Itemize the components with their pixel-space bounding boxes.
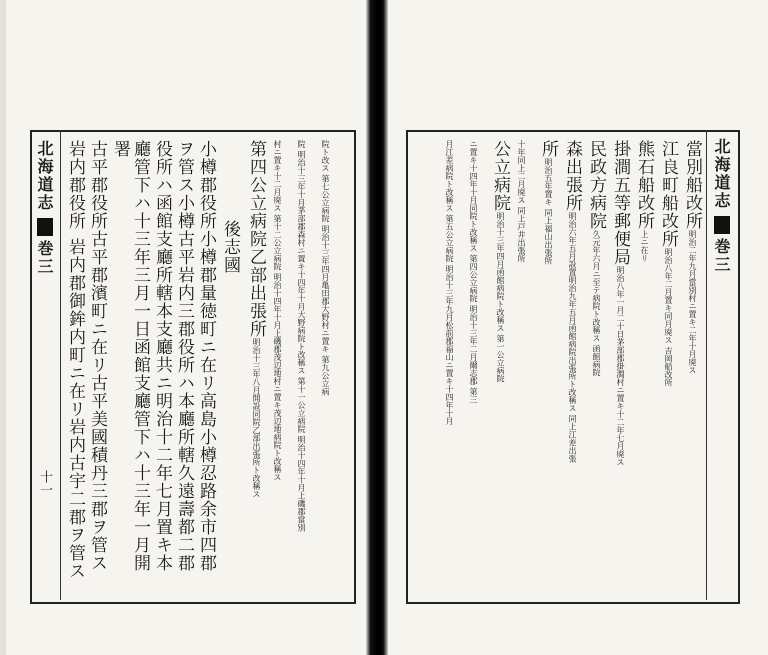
left-col12-note: 院ト改ス 第七公立病院 明治十三年四月亀田郡大野村ニ置キ 第九公立病 <box>321 140 330 396</box>
right-column-4 <box>608 140 633 466</box>
right-column-2 <box>656 140 681 387</box>
right-col1-heading: 當別船改所 <box>682 140 702 230</box>
left-column-8 <box>218 220 243 274</box>
left-page-edge <box>0 0 6 655</box>
right-column-7 <box>536 140 561 265</box>
left-volume-label: 巻三 <box>35 240 54 276</box>
right-column-10 <box>464 140 483 404</box>
right-header-band <box>706 130 737 600</box>
right-column-8 <box>512 140 531 263</box>
left-column-2 <box>85 140 110 572</box>
left-col11-note: 院 明治十三年十月茅部郡森村ニ置キ十四年十月大野病院ト改稱ス 第十一公立病院 明治十四年十月上磯郡當別 <box>297 140 306 532</box>
right-col5-note: 久元年六月ニ至テ病院ト改稱ス 函館病院 <box>592 230 601 377</box>
left-col9-note: 明治十三年八月開設同院乙部出張所ト改稱ス <box>252 338 261 498</box>
right-col2-heading: 江良町船改所 <box>658 140 678 248</box>
right-col9-heading: 公立病院 <box>490 140 510 212</box>
right-col5-heading: 民政方病院 <box>586 140 606 230</box>
right-title-block <box>714 216 730 234</box>
left-column-11 <box>292 140 311 532</box>
right-col11-note: 月江差病院ト改稱ス 第五公立病院 明治十三年九月松前郡福山ニ置キ十四年十月 <box>445 140 454 426</box>
left-column-10 <box>268 140 287 481</box>
right-col1-note: 明治二年九月當別村ニ置キ二年十月廃ス <box>688 230 697 374</box>
left-col7-text: 小樽郡量徳町ニ在リ高島小樽忍路余市四郡 <box>196 230 216 572</box>
left-col10-note: 村ニ置キ十二月廃ス 第十二公立病院 明治十四年十月上磯郡茂辺地村ニ置キ茂辺地病院ト改稱ス <box>273 140 282 482</box>
left-col2-heading: 古平郡役所 <box>87 140 107 230</box>
right-col9-note: 明治十三年四月函館病院ト改稱ス 第一公立病院 <box>496 212 505 383</box>
right-col7-heading: 所 <box>538 140 558 158</box>
left-col5-text: 役所ハ函館支廳所轄本支廳共ニ明治十二年七月置キ本 <box>152 140 172 572</box>
left-running-title: 北海道志 <box>35 140 54 212</box>
left-province-heading: 後志國 <box>220 220 240 274</box>
right-col6-note: 明治六年五月設置明治九年五月函館病院出張所ト改稱ス 同上江差出張 <box>568 212 577 463</box>
right-col6-heading: 森出張所 <box>562 140 582 212</box>
left-title-block <box>37 218 53 236</box>
left-col6-text: ヲ管ス小樽古平岩内三郡役所ハ本廳所轄久遠壽都二郡 <box>174 140 194 572</box>
right-column-11 <box>440 140 459 425</box>
left-col9-heading: 第四公立病院乙部出張所 <box>246 140 266 338</box>
left-col2-text: 古平郡濱町ニ在リ古平美國積丹三郡ヲ管ス <box>87 230 107 572</box>
right-col4-heading: 掛澗五等郵便局 <box>610 140 630 266</box>
left-col7-heading: 小樽郡役所 <box>196 140 216 230</box>
left-column-9 <box>244 140 269 498</box>
right-running-title: 北海道志 <box>712 138 731 210</box>
left-page-number: 十一 <box>37 470 52 496</box>
right-column-3 <box>632 140 657 262</box>
left-col3-heading: 署 <box>110 140 130 158</box>
left-col4-text: 廳管下ハ十三年三月一日函館支廳管下ハ十三年一月開 <box>130 140 150 572</box>
left-column-7 <box>194 140 219 572</box>
right-column-1 <box>680 140 705 374</box>
right-col3-note: 上ニ在リ <box>640 230 649 262</box>
right-col10-note: ニ置キ十四年十月同院ト改稱ス 第四公立病院 明治十三年二月爾志郡 第三 <box>469 140 478 404</box>
right-col7-note: 明治五年置キ 同上福山出張所 <box>544 158 553 265</box>
left-column-12 <box>316 140 335 396</box>
right-col4-note: 明治八年一月二十日茅部郡掛澗村ニ置キ十二年七月廃ス <box>616 266 625 466</box>
left-header-band <box>30 130 61 600</box>
left-col1-text: 岩内郡御鉾内町ニ在リ岩内古宇二郡ヲ管ス <box>65 238 85 580</box>
right-column-5 <box>584 140 609 377</box>
right-col2-note: 明治八年二月置キ同月廃ス 吉岡船改所 <box>664 248 673 387</box>
right-volume-label: 巻三 <box>712 238 731 274</box>
spine-shadow <box>376 0 382 655</box>
right-column-6 <box>560 140 585 463</box>
right-column-9 <box>488 140 513 383</box>
right-col3-heading: 熊石船改所 <box>634 140 654 230</box>
left-col1-heading: 岩内郡役所 <box>65 140 85 230</box>
right-col8-note: 十年同上二月廃ス 同上戸井出張所 <box>517 140 526 263</box>
